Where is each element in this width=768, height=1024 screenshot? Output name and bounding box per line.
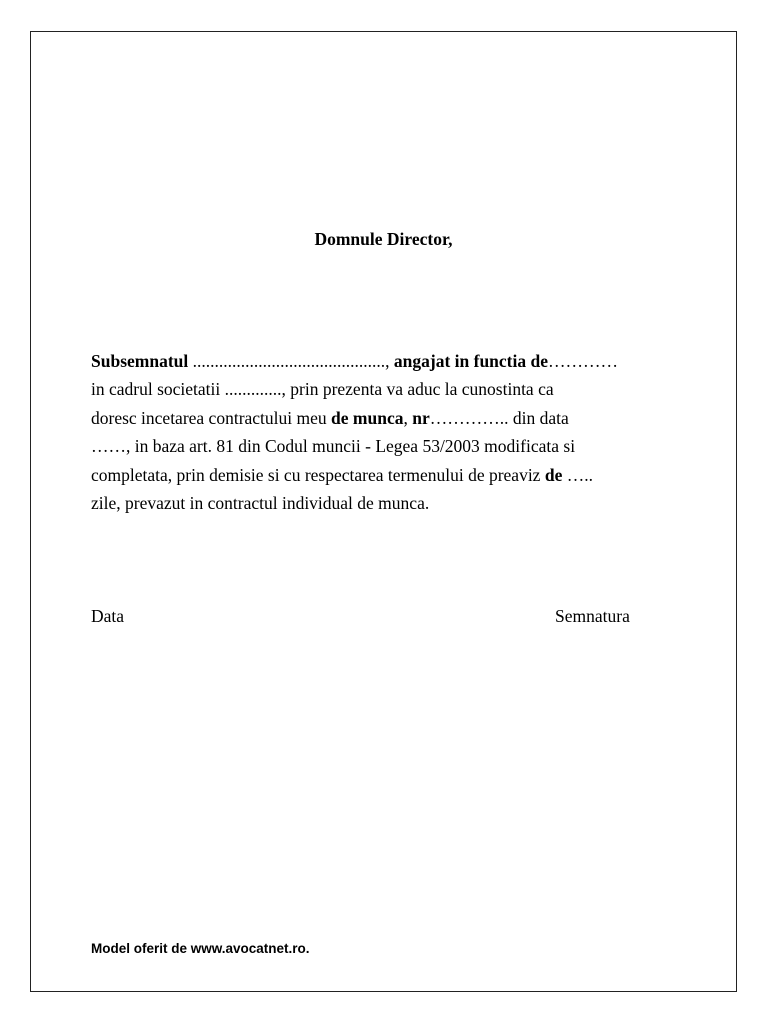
line-5-text-a: completata, prin demisie si cu respectarea termenului de preaviz	[91, 464, 545, 485]
paragraph-line-4: ……, in baza art. 81 din Codul muncii - Legea 53/2003 modificata si	[91, 436, 576, 457]
number-abbrev: nr	[412, 407, 430, 428]
document-page	[30, 31, 737, 992]
resignation-paragraph	[91, 347, 691, 517]
paragraph-line-2: in cadrul societatii ............., prin prezenta va aduc la cunostinta ca	[91, 379, 554, 400]
work-phrase: de munca	[331, 407, 404, 428]
footer-note: Model oferit de www.avocatnet.ro.	[91, 941, 310, 956]
paragraph-line-1	[91, 347, 691, 375]
subsemnatul-word: Subsemnatul	[91, 351, 189, 371]
line-5-text-b: …..	[562, 464, 593, 485]
date-label: Data	[91, 606, 125, 626]
position-phrase: angajat in functia de	[393, 351, 548, 371]
signature-label: Semnatura	[555, 606, 630, 626]
position-blank: …………	[548, 351, 618, 371]
paragraph-line-3	[91, 404, 691, 432]
document-title: Domnule Director,	[314, 229, 453, 249]
de-word: de	[544, 464, 563, 485]
line-3-text-b: ,	[403, 407, 413, 428]
line-3-text-a: doresc incetarea contractului meu	[91, 407, 332, 428]
paragraph-line-5	[91, 461, 691, 489]
name-blank: ............................................,	[188, 351, 394, 371]
line-3-text-c: ………….. din data	[429, 407, 569, 428]
paragraph-line-6: zile, prevazut in contractul individual de munca.	[91, 493, 430, 514]
